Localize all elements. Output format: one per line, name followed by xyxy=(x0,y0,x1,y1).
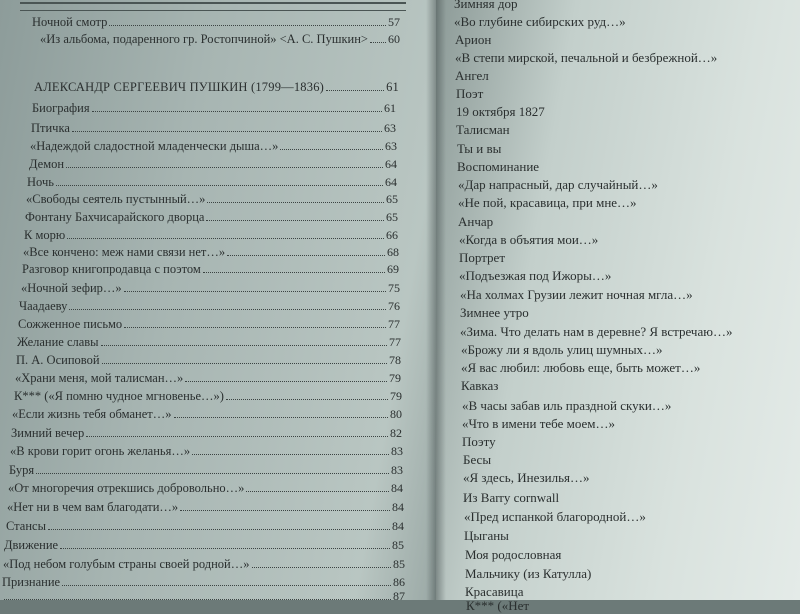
toc-entry xyxy=(460,287,693,303)
toc-entry-title: Биография xyxy=(32,101,90,115)
toc-entry xyxy=(465,547,561,563)
toc-entry-title: «Храни меня, мой талисман…» xyxy=(15,371,184,385)
toc-entry-title: «Когда в объятия мои…» xyxy=(459,232,599,247)
toc-entry-page: 84 xyxy=(392,500,404,514)
toc-entry xyxy=(466,598,529,614)
toc-entry-page: 65 xyxy=(386,210,398,224)
leader-dots xyxy=(207,192,384,203)
toc-entry-page: 77 xyxy=(388,317,400,331)
toc-entry-title: «Дар напрасный, дар случайный…» xyxy=(458,177,658,192)
toc-entry xyxy=(459,250,505,266)
toc-entry-title: Демон xyxy=(29,157,65,171)
toc-entry-title: «Что в имени тебе моем…» xyxy=(462,416,616,431)
toc-entry xyxy=(8,480,403,496)
leader-dots xyxy=(326,80,384,91)
toc-entry xyxy=(460,305,529,321)
toc-entry xyxy=(2,588,405,604)
toc-entry xyxy=(461,378,498,394)
toc-entry-title: Портрет xyxy=(459,250,506,265)
toc-entry xyxy=(463,490,559,506)
toc-entry xyxy=(10,443,403,459)
toc-entry xyxy=(14,388,402,404)
toc-entry xyxy=(15,370,401,386)
toc-entry xyxy=(7,499,404,515)
toc-entry xyxy=(462,398,671,414)
toc-entry xyxy=(21,280,400,296)
toc-entry xyxy=(464,509,646,525)
leader-dots xyxy=(280,139,383,150)
toc-entry xyxy=(462,416,615,432)
toc-entry-title: Ангел xyxy=(455,68,489,83)
toc-entry-title: Признание xyxy=(2,575,61,589)
toc-entry-page: 63 xyxy=(385,139,397,153)
leader-dots xyxy=(67,228,384,239)
toc-entry-page: 76 xyxy=(388,299,400,313)
leader-dots xyxy=(48,519,390,530)
leader-dots xyxy=(185,371,387,382)
leader-dots xyxy=(252,557,392,568)
toc-entry-title: Ночь xyxy=(27,175,54,189)
toc-entry xyxy=(459,232,598,248)
toc-entry-page: 75 xyxy=(388,281,400,295)
toc-entry xyxy=(18,316,400,332)
toc-entry xyxy=(455,68,489,84)
toc-entry-title: «Во глубине сибирских руд…» xyxy=(454,14,626,29)
toc-entry-title: Зимнее утро xyxy=(460,305,529,320)
toc-entry xyxy=(459,268,611,284)
leader-dots xyxy=(66,157,383,168)
section-title: АЛЕКСАНДР СЕРГЕЕВИЧ ПУШКИН (1799—1836) xyxy=(34,80,325,94)
leader-dots xyxy=(174,407,388,418)
toc-entry-title: Фонтану Бахчисарайского дворца xyxy=(25,210,205,224)
leader-dots xyxy=(226,389,388,400)
leader-dots xyxy=(4,589,391,600)
toc-entry-title: Поэту xyxy=(462,434,496,449)
toc-entry-title: «Подъезжая под Ижоры…» xyxy=(459,268,612,283)
toc-entry xyxy=(456,122,510,138)
toc-entry xyxy=(11,425,402,441)
toc-entry-page: 85 xyxy=(393,557,405,571)
toc-entry xyxy=(456,104,545,120)
toc-entry-title: «Надеждой сладостной младенчески дыша…» xyxy=(30,139,279,153)
toc-entry-title: «В часы забав иль праздной скуки…» xyxy=(462,398,672,413)
toc-entry-title: «Нет ни в чем вам благодати…» xyxy=(7,500,179,514)
toc-entry xyxy=(6,518,404,534)
toc-entry xyxy=(460,324,732,340)
book-gutter xyxy=(426,0,446,600)
toc-entry xyxy=(465,566,591,582)
leader-dots xyxy=(60,538,390,549)
toc-entry xyxy=(458,195,637,211)
toc-entry xyxy=(9,462,403,478)
toc-entry-title: Буря xyxy=(9,463,35,477)
toc-entry-title: К морю xyxy=(24,228,66,242)
toc-entry-title: «Свободы сеятель пустынный…» xyxy=(26,192,206,206)
toc-entry-page: 69 xyxy=(387,262,399,276)
leader-dots xyxy=(203,262,385,273)
toc-entry-page: 82 xyxy=(390,426,402,440)
toc-entry-title: Стансы xyxy=(6,519,46,533)
toc-entry xyxy=(456,86,483,102)
toc-entry xyxy=(455,50,717,66)
toc-entry-title: Моя родословная xyxy=(465,547,562,562)
toc-entry-title: Кавказ xyxy=(461,378,499,393)
toc-entry-page: 61 xyxy=(384,101,396,115)
toc-entry-title: «Под небом голубым страны своей родной…» xyxy=(3,557,250,571)
toc-entry-title: Воспоминание xyxy=(457,159,540,174)
toc-entry-title: Из Barry cornwall xyxy=(463,490,560,505)
toc-entry-page: 84 xyxy=(391,481,403,495)
toc-entry xyxy=(26,191,398,207)
leader-dots xyxy=(92,101,382,112)
toc-entry-title: «Пред испанкой благородной…» xyxy=(464,509,646,524)
toc-entry-page: 68 xyxy=(387,245,399,259)
toc-entry xyxy=(461,342,663,358)
toc-entry-page: 64 xyxy=(385,175,397,189)
section-page: 61 xyxy=(386,80,399,94)
toc-entry-page: 85 xyxy=(392,538,404,552)
toc-entry xyxy=(457,141,501,157)
toc-entry xyxy=(4,537,404,553)
leader-dots xyxy=(109,15,386,26)
leader-dots xyxy=(102,353,387,364)
toc-entry-page: 66 xyxy=(386,228,398,242)
leader-dots xyxy=(69,299,386,310)
toc-entry-page: 86 xyxy=(393,575,405,589)
leader-dots xyxy=(62,575,391,586)
toc-entry-page: 87 xyxy=(393,589,405,603)
top-rule xyxy=(20,2,406,11)
leader-dots xyxy=(180,500,390,511)
toc-entry-page: 80 xyxy=(390,407,402,421)
toc-entry-page: 78 xyxy=(389,353,401,367)
toc-entry-title: «Из альбома, подаренного гр. Ростопчиной» <А. С. Пушкин> xyxy=(40,32,368,46)
toc-entry xyxy=(40,31,400,47)
toc-entry xyxy=(454,0,517,12)
toc-entry-page: 79 xyxy=(389,371,401,385)
toc-entry xyxy=(464,528,509,544)
toc-entry-title: «В крови горит огонь желанья…» xyxy=(10,444,191,458)
toc-entry-page: 77 xyxy=(389,335,401,349)
toc-entry-page: 64 xyxy=(385,157,397,171)
toc-entry-title: К*** («Я помню чудное мгновенье…») xyxy=(14,389,224,403)
toc-entry-title: К*** («Нет xyxy=(466,598,530,613)
toc-entry-title: Зимняя дор xyxy=(454,0,518,11)
leader-dots xyxy=(72,121,382,132)
toc-entry-title: Талисман xyxy=(456,122,510,137)
toc-entry-title: «Брожу ли я вдоль улиц шумных…» xyxy=(461,342,663,357)
toc-entry xyxy=(25,209,398,225)
leader-dots xyxy=(246,481,389,492)
toc-entry xyxy=(29,156,397,172)
toc-entry-title: Разговор книгопродавца с поэтом xyxy=(22,262,201,276)
toc-entry xyxy=(3,556,405,572)
toc-entry-page: 65 xyxy=(386,192,398,206)
toc-entry-page: 83 xyxy=(391,444,403,458)
toc-entry-title: «На холмах Грузии лежит ночная мгла…» xyxy=(460,287,693,302)
leader-dots xyxy=(56,175,383,186)
leader-dots xyxy=(86,426,388,437)
toc-entry-page: 57 xyxy=(388,15,400,29)
toc-entry xyxy=(32,100,396,116)
toc-entry xyxy=(455,32,491,48)
toc-entry-title: «Не пой, красавица, при мне…» xyxy=(458,195,637,210)
toc-entry-title: «Если жизнь тебя обманет…» xyxy=(12,407,172,421)
leader-dots xyxy=(124,317,386,328)
toc-entry xyxy=(463,452,491,468)
toc-entry xyxy=(461,360,700,376)
toc-entry-page: 60 xyxy=(388,32,400,46)
toc-entry-title: Ночной смотр xyxy=(32,15,108,29)
toc-entry-title: «В степи мирской, печальной и безбрежной…» xyxy=(455,50,718,65)
toc-entry-title: Сожженное письмо xyxy=(18,317,123,331)
toc-entry-title: «От многоречия отрекшись добровольно…» xyxy=(8,481,245,495)
leader-dots xyxy=(101,335,387,346)
toc-entry-title: «Все кончено: меж нами связи нет…» xyxy=(23,245,226,259)
toc-entry-title: Чаадаеву xyxy=(19,299,68,313)
toc-entry xyxy=(16,352,401,368)
toc-entry-title: Движение xyxy=(4,538,59,552)
toc-entry xyxy=(457,159,539,175)
toc-entry xyxy=(23,244,399,260)
toc-entry xyxy=(454,14,626,30)
toc-entry-title: «Я здесь, Инезилья…» xyxy=(463,470,590,485)
toc-entry xyxy=(30,138,397,154)
toc-entry-title: «Ночной зефир…» xyxy=(21,281,122,295)
toc-entry-title: «Зима. Что делать нам в деревне? Я встречаю…» xyxy=(460,324,733,339)
toc-entry xyxy=(463,470,590,486)
toc-entry-page: 84 xyxy=(392,519,404,533)
leader-dots xyxy=(206,210,384,221)
toc-entry-title: Птичка xyxy=(31,121,70,135)
toc-entry-page: 83 xyxy=(391,463,403,477)
leader-dots xyxy=(370,32,386,43)
toc-entry xyxy=(24,227,398,243)
right-page xyxy=(436,0,800,613)
toc-entry-page: 79 xyxy=(390,389,402,403)
toc-entry xyxy=(22,261,399,277)
leader-dots xyxy=(124,281,386,292)
toc-entry-title: Желание славы xyxy=(17,335,99,349)
toc-entry-title: Арион xyxy=(455,32,492,47)
leader-dots xyxy=(36,463,389,474)
toc-entry xyxy=(462,434,496,450)
toc-entry xyxy=(27,174,397,190)
section-heading xyxy=(34,80,399,95)
toc-entry xyxy=(12,406,402,422)
toc-entry-title: Красавица xyxy=(465,584,524,599)
toc-entry xyxy=(458,214,493,230)
toc-entry-title: 19 октября 1827 xyxy=(456,104,545,119)
toc-entry-title: Бесы xyxy=(463,452,492,467)
toc-entry xyxy=(32,14,400,30)
toc-entry-page: 63 xyxy=(384,121,396,135)
toc-entry-title: Зимний вечер xyxy=(11,426,85,440)
toc-entry xyxy=(458,177,658,193)
toc-entry-title: Мальчику (из Катулла) xyxy=(465,566,592,581)
toc-entry xyxy=(19,298,400,314)
toc-entry-title: П. А. Осиповой xyxy=(16,353,100,367)
leader-dots xyxy=(192,444,389,455)
toc-entry xyxy=(31,120,396,136)
toc-entry-title: Анчар xyxy=(458,214,494,229)
toc-entry-title: «Я вас любил: любовь еще, быть может…» xyxy=(461,360,701,375)
toc-entry-title: Поэт xyxy=(456,86,484,101)
toc-entry-title: Цыганы xyxy=(464,528,509,543)
toc-entry xyxy=(17,334,401,350)
leader-dots xyxy=(227,245,385,256)
toc-entry-title: Ты и вы xyxy=(457,141,502,156)
